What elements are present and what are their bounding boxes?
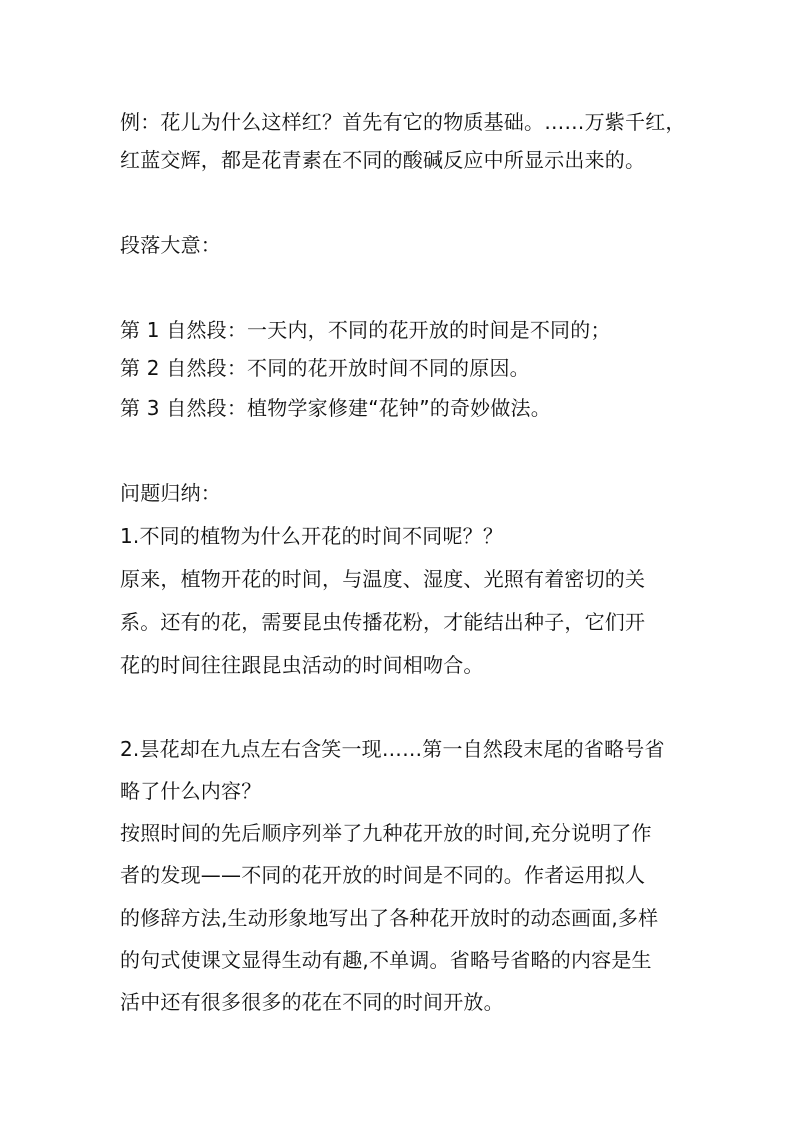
question-2-line-2: 略了什么内容？ xyxy=(120,779,262,803)
summary-item-1: 第 1 自然段：一天内，不同的花开放的时间是不同的； xyxy=(120,318,611,342)
answer-2-line-2: 者的发现——不同的花开放的时间是不同的。作者运用拟人 xyxy=(120,863,646,887)
questions-heading: 问题归纳： xyxy=(120,481,221,505)
example-line-1: 例：花儿为什么这样红？首先有它的物质基础。……万紫千红， xyxy=(120,110,686,134)
question-2-line-1: 2.昙花却在九点左右含笑一现……第一自然段末尾的省略号省 xyxy=(120,737,665,761)
example-line-2: 红蓝交辉，都是花青素在不同的酸碱反应中所显示出来的。 xyxy=(120,148,646,172)
answer-2-line-3: 的修辞方法,生动形象地写出了各种花开放时的动态画面,多样 xyxy=(120,906,659,930)
answer-1-line-2: 系。还有的花，需要昆虫传播花粉，才能结出种子，它们开 xyxy=(120,610,646,634)
answer-1-line-1: 原来，植物开花的时间，与温度、湿度、光照有着密切的关 xyxy=(120,567,646,591)
question-1: 1.不同的植物为什么开花的时间不同呢？？ xyxy=(120,524,504,548)
summary-item-3: 第 3 自然段：植物学家修建“花钟”的奇妙做法。 xyxy=(120,396,551,420)
answer-1-line-3: 花的时间往往跟昆虫活动的时间相吻合。 xyxy=(120,653,484,677)
answer-2-line-5: 活中还有很多很多的花在不同的时间开放。 xyxy=(120,990,504,1014)
summary-heading: 段落大意： xyxy=(120,233,221,257)
answer-2-line-4: 的句式使课文显得生动有趣,不单调。省略号省略的内容是生 xyxy=(120,948,652,972)
summary-item-2: 第 2 自然段：不同的花开放时间不同的原因。 xyxy=(120,356,530,380)
answer-2-line-1: 按照时间的先后顺序列举了九种花开放的时间,充分说明了作 xyxy=(120,821,652,845)
